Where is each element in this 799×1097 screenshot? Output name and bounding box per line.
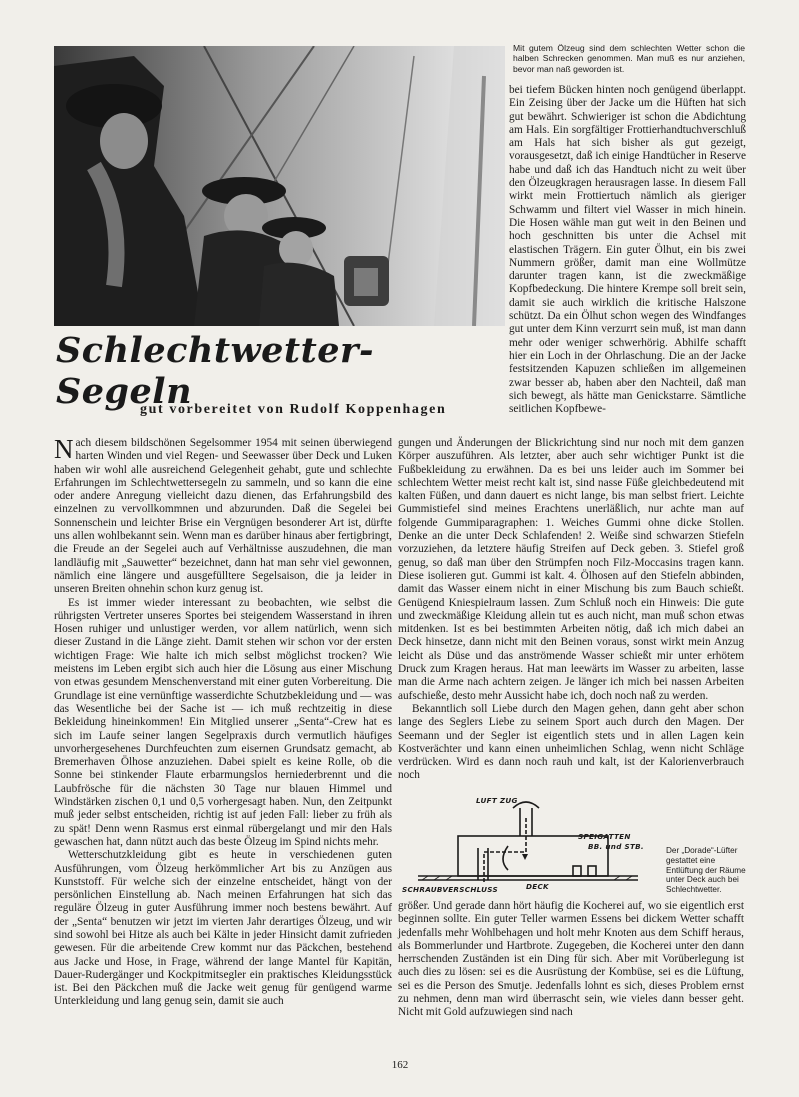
paragraph: gungen und Änderungen der Blickrichtung sind nur noch mit dem ganzen Körper auszuführen. Als letzter, aber auch sehr wichtiger Punkt ist die Fußbekleidung zu erwähnen. Da es bei uns leider auch im Sommer bei schlechtem Wetter meist recht kalt ist, sind nasse Füße gleichbedeutend mit kalten Füßen, und dann dauert es nicht lange, bis man selbst friert. Leichte Gummistiefel sind meines Erachtens unerläßlich, nur achte man auf folgende Gummiparagraphen: 1. Weiches Gummi ohne dicke Stollen. Denke an die unter Deck Schlafenden! 2. Weiße sind schwarzen Stiefeln vorzuziehen, da letztere häufig Streifen auf Deck geben. 3. Stiefel groß genug, so daß man über den Strümpfen noch Filz-Moccasins tragen kann. Diese isolieren gut. Gummi ist kalt. 4. Ölhosen auf den Stiefeln abbinden, damit das Wasser einem nicht in einer Mischung bis zum Bauch schießt. Genügend Kniespielraum lassen. Zum Schluß noch ein Hinweis: Die gute und zweckmäßige Kleidung allein tut es auch nicht, man muß schon etwas mitdenken. Ist es bei bestimmten Arbeiten nötig, daß ich mich dabei an Deck hinsetze, dann nicht mit den Beinen voraus, sonst wirkt mein Anzug leicht als Düse und das anströmende Wasser schießt mir unter erhötem Druck zum Kragen heraus. Hat man leewärts im Wasser zu arbeiten, lasse man die Arme nach achtern zeigen. Je länger ich mich bei nassen Arbeiten aufschieße, desto mehr Aussicht habe ich, doch noch naß zu werden. [398,437,744,702]
label-speigatten: SPEIGATTEN [578,832,631,841]
label-schraubverschluss: SCHRAUBVERSCHLUSS [402,885,498,894]
article-title: Schlechtwetter-Segeln [56,330,374,412]
page-number: 162 [391,1059,409,1071]
sailors-photo [54,46,505,326]
sailors-illustration [54,46,505,326]
photo-caption: Mit gutem Ölzeug sind dem schlechten Wetter schon die halben Schrecken genommen. Man muß es nur anziehen, bevor man naß geworden ist. [513,43,745,74]
paragraph: Wetterschutzkleidung gibt es heute in verschiedenen guten Ausführungen, vom Ölzeug herkömmlicher Art bis zu Anzügen aus Kunststoff. Für welche sich der einzelne entscheidet, hängt von der persönlichen Einstellung ab. Nach meinen Erfahrungen hat sich das reguläre Ölzeug in guter Ausführung immer noch bestens bewährt. Auf der „Senta“ benutzen wir jetzt im vierten Jahr derartiges Ölzeug, und wir sind sowohl bei Hitze als auch bei Kälte in jeder Hinsicht damit zufrieden gewesen. Für die arbeitende Crew kommt nur das Päckchen, bestehend aus Jacke und Hose, in Frage, während der lange Mantel für Kapitän, Dauer-Rudergänger und Kockpitmitsegler ein praktisches Kleidungsstück ist. Bei den Päckchen muß die Jacke weit genug für genügend warme Unterkleidung und lang genug sein, damit sie auch [54,849,392,1008]
article-subtitle: gut vorbereitet von Rudolf Koppenhagen [140,402,447,417]
right-upper-column [509,84,746,416]
diagram-caption: Der „Dorade“-Lüfter gestattet eine Entlüftung der Räume unter Deck auch bei Schlechtwetter. [666,846,746,895]
left-column [54,434,392,1009]
label-luftzug: LUFT ZUG [476,796,518,805]
paragraph: Bekanntlich soll Liebe durch den Magen gehen, dann geht aber schon lange des Seglers Liebe zu seinem Sport auch durch den Magen. Der Seemann und der Segler ist eigentlich stets und in allen Lagen kein Kostverächter und kann einen unheimlichen Schlag, wenn nicht Schläge verdrücken. Wird es dann noch rauh und kalt, ist der Kalorienverbrauch noch [398,702,744,782]
paragraph-text: ach diesem bildschönen Segelsommer 1954 mit seinen überwiegend harten Winden und viel Regen- und Seewasser über Deck und Luken haben wir wohl alle ausreichend Gelegenheit gehabt, gute und schlechte Erfahrungen im Schlechtwettersegeln zu sammeln, und so kann die eine oder andere Anregung vielleicht dazu dienen, das Erfahrungsbild des einzelnen zu vervollkommnen und abzurunden. Daß die Segelei bei Sonnenschein und leichter Brise ein Vergnügen besonderer Art ist, dürfte uns allen wohlbekannt sein. Wenn man es darüber hinaus aber fertigbringt, die Freude an der Segelei auch auf Verhältnisse auszudehnen, die man landläufig mit „Sauwetter“ bezeichnet, dann hat man sehr viel gewonnen, nämlich eine längere und ausgefülltere Segelsaison, die ja leider in unseren Breiten ohnehin schon kurz genug ist. [54,437,392,596]
label-deck: DECK [526,882,549,891]
paragraph: Es ist immer wieder interessant zu beobachten, wie selbst die rührigsten Vertreter unseres Sportes bei steigendem Wasserstand in ihren Hosen ruhiger und unlustiger werden, vor allem natürlich, wenn sich dieser Zustand in die Länge zieht. Damit stehen wir schon vor der ersten wichtigen Frage: Wie halte ich mich selbst möglichst trocken? Wie meistens im Leben ergibt sich auch hier die Lösung aus einer Mischung von etwas gesundem Menschenverstand mit einer guten Vorbereitung. Die Grundlage ist eine vernünftige wasserdichte Schutzbekleidung und — was das Wesentliche bei der Sache ist — ich muß rechtzeitig in diese Bekleidung hineinkommen! Ein Mitglied unserer „Senta“-Crew hat es sich im Laufe seiner langen Segelpraxis durch vermutlich häufiges unvorhergesehenes Durchfeuchten zum eisernen Grundsatz gemacht, ab Bremerhaven Ölhose anzuziehen. Dabei spielt es keine Rolle, ob die Sonne bei stinkender Flaute erbarmungslos herniederbrennt und die Laubfrösche für die nächsten 30 Tage nur blauen Himmel und Windstärken zischen 0,1 und 0,5 vorhergesagt haben. Nun, den Zeitpunkt muß jeder selbst entscheiden, richtig ist auf jeden Fall: lieber zu früh als zu spät! Denn wenn Rasmus erst einmal rübergelangt und mir den Hals gewaschen hat, dann nützt auch das beste Ölzeug im Spind nichts mehr. [54,596,392,848]
right-bottom-column [398,900,744,1020]
right-lower-column [398,437,744,783]
paragraph [54,434,392,597]
label-speigatten-sides: BB. und STB. [588,842,644,851]
dorade-vent-diagram [398,788,660,900]
paragraph: bei tiefem Bücken hinten noch genügend überlappt. Ein Zeising über der Jacke um die Hüften hat sich gut bewährt. Schwieriger ist schon die Abdichtung am Hals. Ein sorgfältiger Frottierhandtuchverschluß am Hals hat sich bisher als gut gezeigt, vorausgesetzt, daß ich einige Handtücher in Reserve habe und daß ich das Handtuch nicht zu weit über den Ölzeugkragen herausragen lasse. In diesem Fall wirkt mein Frottiertuch nämlich als gieriger Schwamm und filtert viel Wasser in mich hinein. Die Hosen wähle man gut weit in den Beinen und hoch geschnitten bis unter die Achsel mit elastischen Trägern. Ein guter Ölhut, ein bis zwei Nummern größer, damit man eine Wollmütze darunter tragen kann, ist die zweckmäßige Kopfbedeckung. Die hintere Krempe soll breit sein, damit sie auch wirklich die kritische Halszone schützt. Da ein Ölhut schon wegen des Windfanges gut unter dem Kinn verzurrt sein muß, ist man dann mehr oder weniger schwerhörig. Abhilfe schafft hier ein Loch in der Ohrlaschung. Die an der Jacke festsitzenden Kapuzen schließen im allgemeinen zwar besser ab, haben aber den Nachteil, daß man sich bewegt, als hätte man Genickstarre. Sämtliche seitlichen Kopfbewe- [509,84,746,416]
drop-cap: N [54,434,74,464]
paragraph: größer. Und gerade dann hört häufig die Kocherei auf, wo sie eigentlich erst beginnen sollte. Ein guter Teller warmen Essens bei dickem Wetter schafft jedenfalls mehr Wohlbehagen und holt mehr Knoten aus dem Schiff heraus, als Bommerlunder und Hartbrote. Zugegeben, die Kocherei unter den dann herrschenden Zuständen ist ein Ding für sich. Aber mit Vorüberlegung ist auch dies zu lösen: sei es die Ausrüstung der Kombüse, sei es die Lüftung, sei es die Person des Smutje. Jedenfalls lohnt es sich, dieses Problem ernst zu nehmen, denn man wird überrascht sein, wie vieles dann besser geht. Nicht mit Gold aufzuwiegen sind nach [398,900,744,1019]
